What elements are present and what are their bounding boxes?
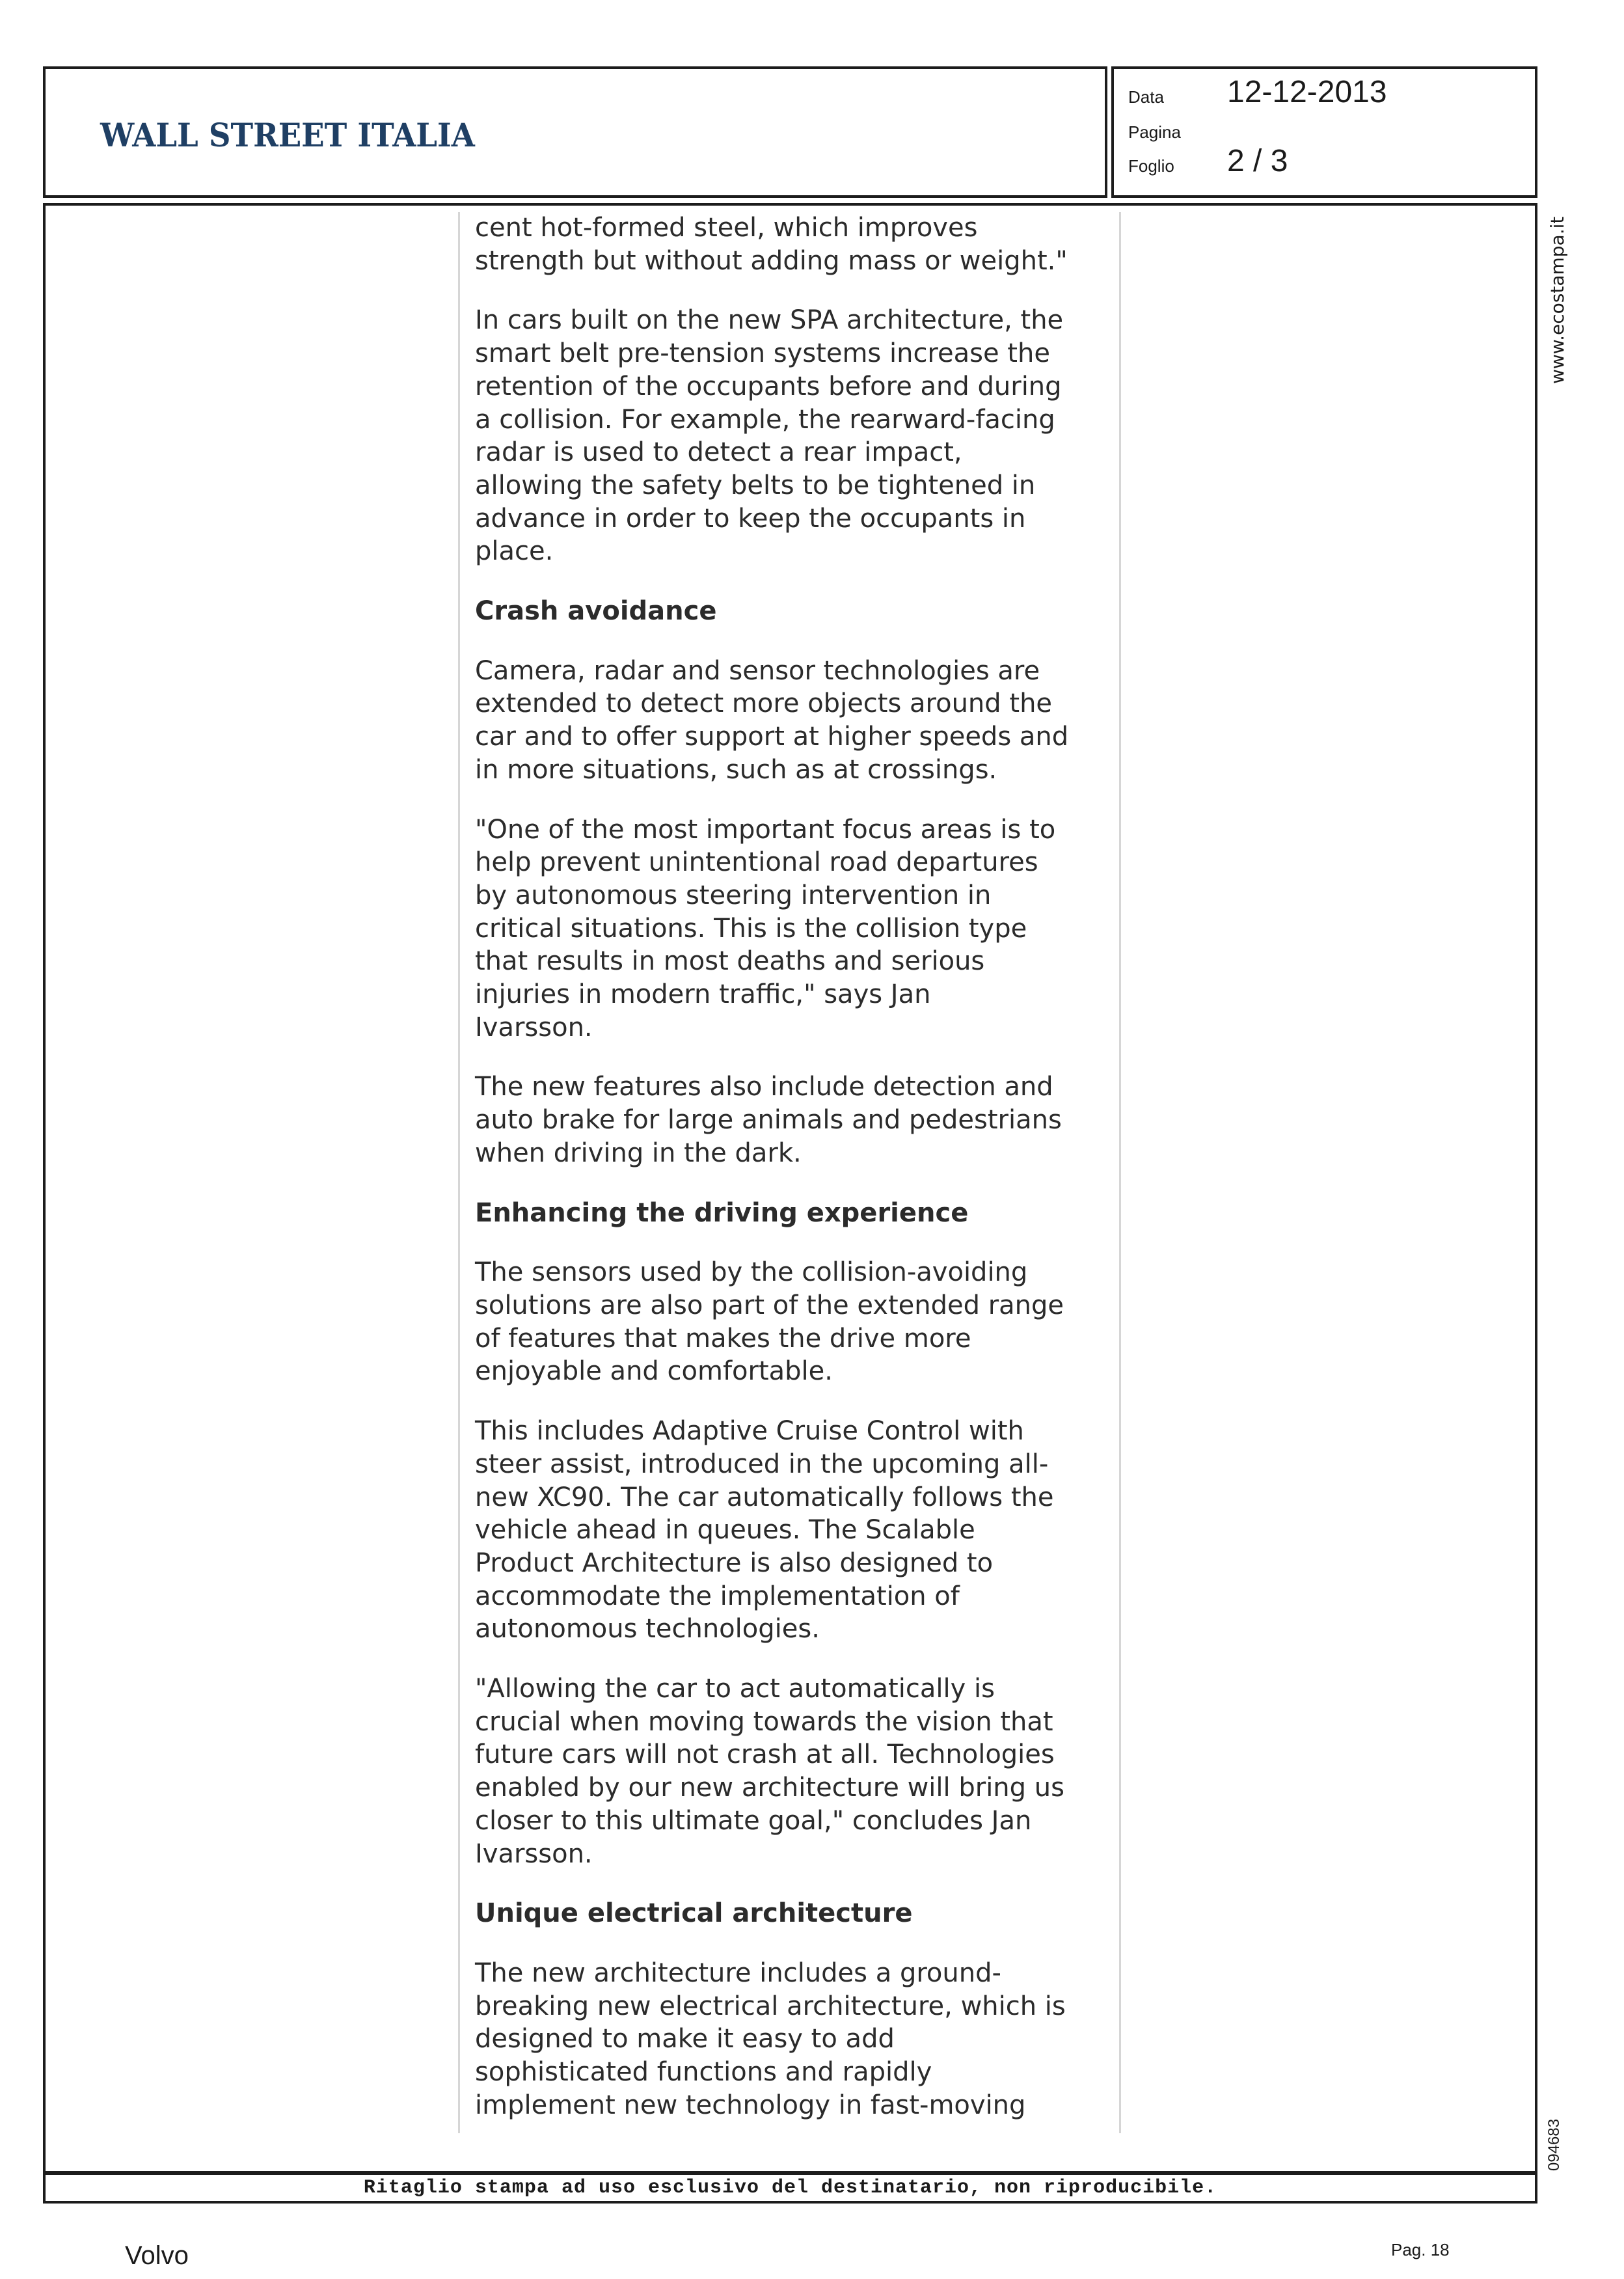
- text-line: The new architecture includes a ground-: [475, 1958, 1001, 1988]
- section-heading: Unique electrical architecture: [475, 1898, 913, 1929]
- header-logo-box: [43, 66, 1107, 198]
- text-line: sophisticated functions and rapidly: [475, 2057, 932, 2088]
- text-line: Product Architecture is also designed to: [475, 1548, 994, 1578]
- text-line: Ivarsson.: [475, 1012, 593, 1043]
- text-line: Ivarsson.: [475, 1838, 593, 1869]
- text-line: vehicle ahead in queues. The Scalable: [475, 1515, 975, 1546]
- text-line: critical situations. This is the collision type: [475, 913, 1027, 944]
- section-heading: Enhancing the driving experience: [475, 1197, 969, 1228]
- text-line: place.: [475, 536, 554, 567]
- text-line: breaking new electrical architecture, which is: [475, 1991, 1066, 2021]
- text-line: smart belt pre-tension systems increase the: [475, 338, 1050, 369]
- paragraph: [475, 1071, 1119, 1169]
- foglio-value: 2 / 3: [1227, 144, 1288, 178]
- text-line: retention of the occupants before and during: [475, 371, 1062, 402]
- paragraph: [475, 1957, 1119, 2122]
- text-line: strength but without adding mass or weight.": [475, 245, 1068, 276]
- text-line: new XC90. The car automatically follows the: [475, 1482, 1054, 1512]
- client-name: Volvo: [125, 2241, 189, 2270]
- text-line: crucial when moving towards the vision that: [475, 1706, 1053, 1737]
- clipping-code: 094683: [1545, 2118, 1563, 2171]
- text-line: The sensors used by the collision-avoiding: [475, 1257, 1028, 1288]
- text-line: accommodate the implementation of: [475, 1581, 960, 1611]
- column-left-rule: [458, 212, 460, 2133]
- text-line: The new features also include detection and: [475, 1072, 1053, 1102]
- source-url: www.ecostampa.it: [1547, 216, 1568, 384]
- text-line: auto brake for large animals and pedestrians: [475, 1105, 1062, 1136]
- text-line: of features that makes the drive more: [475, 1323, 971, 1354]
- paragraph: [475, 1415, 1119, 1646]
- text-line: autonomous technologies.: [475, 1614, 820, 1644]
- data-value: 12-12-2013: [1227, 75, 1387, 109]
- column-right-rule: [1119, 212, 1121, 2133]
- text-line: "One of the most important focus areas is to: [475, 814, 1056, 845]
- text-line: radar is used to detect a rear impact,: [475, 437, 962, 468]
- paragraph: [475, 1672, 1119, 1870]
- foglio-label: Foglio: [1128, 156, 1174, 176]
- text-line: by autonomous steering intervention in: [475, 880, 992, 910]
- section-heading: Crash avoidance: [475, 596, 717, 627]
- text-line: This includes Adaptive Cruise Control with: [475, 1416, 1024, 1447]
- pagina-label: Pagina: [1128, 122, 1181, 142]
- text-line: designed to make it easy to add: [475, 2024, 895, 2054]
- text-line: future cars will not crash at all. Technologies: [475, 1740, 1055, 1770]
- publication-logo: WALL STREET ITALIA: [100, 116, 475, 154]
- text-line: help prevent unintentional road departures: [475, 847, 1038, 878]
- text-line: in more situations, such as at crossings.: [475, 754, 997, 785]
- text-line: Camera, radar and sensor technologies are: [475, 655, 1040, 686]
- disclaimer-text: Ritaglio stampa ad uso esclusivo del destinatario, non riproducibile.: [363, 2177, 1217, 2199]
- article-body: [475, 212, 1119, 2148]
- paragraph: [475, 304, 1119, 568]
- paragraph: [475, 1256, 1119, 1388]
- text-line: a collision. For example, the rearward-facing: [475, 404, 1055, 435]
- text-line: extended to detect more objects around the: [475, 689, 1053, 719]
- text-line: implement new technology in fast-moving: [475, 2090, 1026, 2120]
- page-number: Pag. 18: [1391, 2240, 1450, 2259]
- footer-box: [43, 2172, 1537, 2204]
- text-line: that results in most deaths and serious: [475, 946, 985, 977]
- text-line: allowing the safety belts to be tightened in: [475, 470, 1036, 500]
- text-line: injuries in modern traffic," says Jan: [475, 979, 931, 1010]
- text-line: when driving in the dark.: [475, 1138, 802, 1168]
- paragraph: [475, 655, 1119, 787]
- text-line: closer to this ultimate goal," concludes Jan: [475, 1805, 1032, 1836]
- paragraph: [475, 813, 1119, 1044]
- header-meta-box: [1111, 66, 1537, 198]
- text-line: enjoyable and comfortable.: [475, 1356, 833, 1387]
- text-line: car and to offer support at higher speeds and: [475, 722, 1069, 752]
- text-line: advance in order to keep the occupants in: [475, 503, 1026, 534]
- text-line: "Allowing the car to act automatically is: [475, 1674, 995, 1704]
- text-line: cent hot-formed steel, which improves: [475, 213, 978, 243]
- text-line: enabled by our new architecture will bring us: [475, 1773, 1064, 1803]
- text-line: solutions are also part of the extended range: [475, 1290, 1064, 1320]
- text-line: In cars built on the new SPA architecture, the: [475, 305, 1064, 336]
- text-line: steer assist, introduced in the upcoming all-: [475, 1449, 1049, 1479]
- paragraph: [475, 212, 1119, 277]
- data-label: Data: [1128, 87, 1164, 107]
